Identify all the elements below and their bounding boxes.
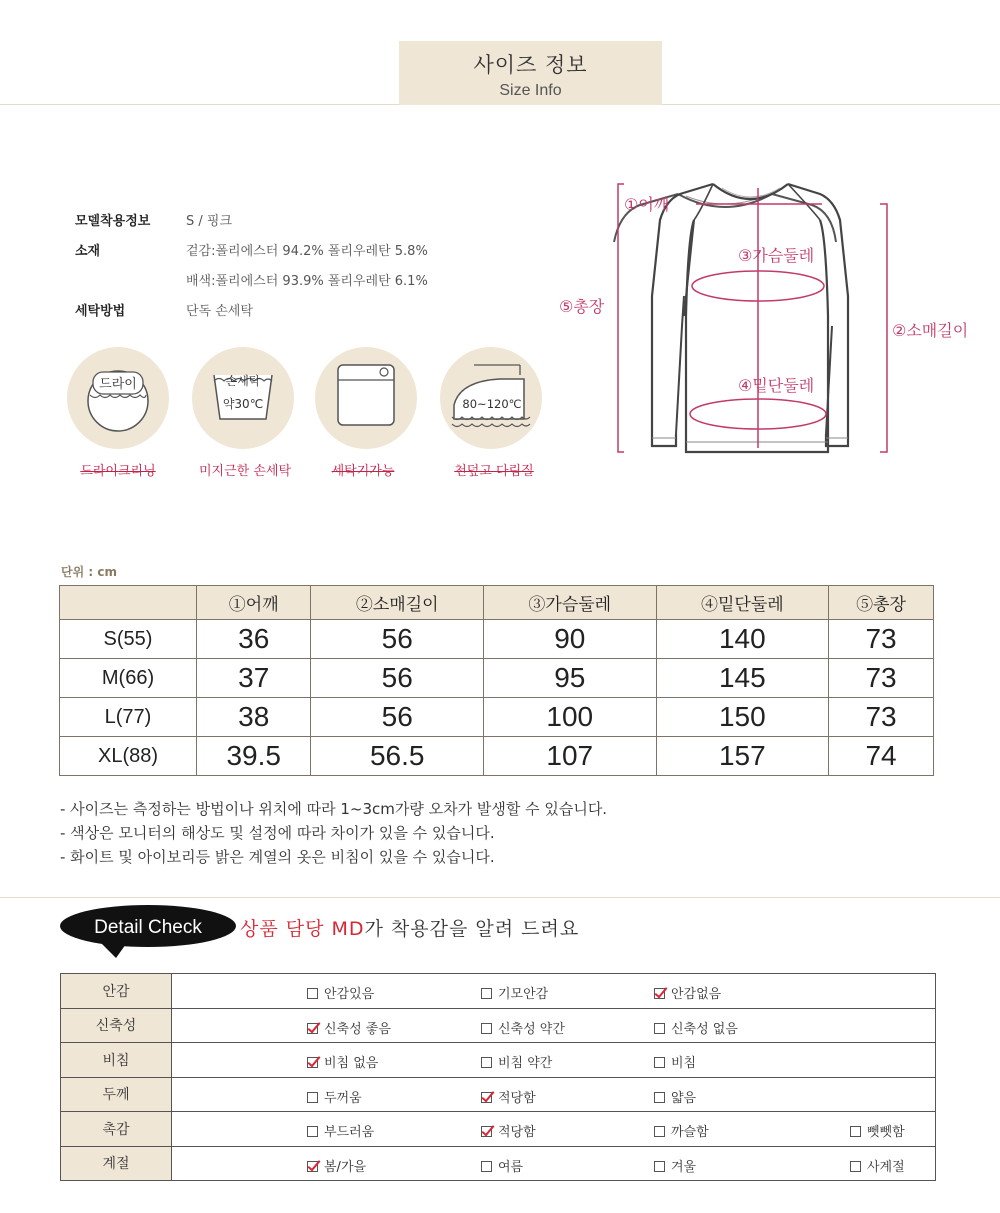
note-item: - 색상은 모니터의 해상도 및 설정에 따라 차이가 있을 수 있습니다. — [60, 824, 495, 842]
checked-checkbox-icon[interactable] — [481, 1092, 492, 1103]
iron-icon — [440, 347, 542, 449]
info-key: 모델착용정보 — [75, 214, 151, 229]
options-cell — [172, 974, 936, 1009]
option[interactable] — [481, 1018, 565, 1037]
row-label: 비침 — [61, 1043, 172, 1078]
detail-check-table — [60, 973, 936, 1181]
row-label: 계절 — [61, 1146, 172, 1181]
row-label: 신축성 — [61, 1008, 172, 1043]
washing-machine-icon — [315, 347, 417, 449]
header-hem: ④밑단둘레 — [656, 586, 829, 620]
size-label: L(77) — [60, 698, 197, 737]
options-cell — [172, 1043, 936, 1078]
checkbox-icon[interactable] — [481, 1023, 492, 1034]
header-length: ⑤총장 — [829, 586, 934, 620]
table-row — [61, 1112, 936, 1147]
option[interactable] — [307, 1156, 366, 1175]
cell: 100 — [483, 698, 656, 737]
option[interactable] — [307, 1052, 378, 1071]
options-cell — [172, 1146, 936, 1181]
table-row — [61, 1043, 936, 1078]
detail-check-badge-text: Detail Check — [94, 917, 202, 938]
checkbox-icon[interactable] — [654, 1057, 665, 1068]
cell: 73 — [829, 620, 934, 659]
option-label: 신축성 좋음 — [324, 1021, 391, 1037]
cell: 36 — [197, 620, 311, 659]
header-shoulder: ①어깨 — [197, 586, 311, 620]
checked-checkbox-icon[interactable] — [307, 1057, 318, 1068]
iron-temp: 80~120℃ — [462, 397, 522, 411]
option-label: 봄/가을 — [324, 1159, 367, 1175]
info-value: 배색:폴리에스터 93.9% 폴리우레탄 6.1% — [186, 274, 428, 289]
cell: 90 — [483, 620, 656, 659]
detail-check-title — [240, 914, 579, 941]
table-row — [61, 1008, 936, 1043]
info-key: 세탁방법 — [75, 304, 126, 319]
size-label: S(55) — [60, 620, 197, 659]
option-label: 기모안감 — [498, 987, 549, 1002]
row-label: 두께 — [61, 1077, 172, 1112]
option-label: 비침 약간 — [498, 1056, 553, 1071]
table-row — [61, 974, 936, 1009]
option-label: 신축성 약간 — [498, 1021, 565, 1037]
option-label: 안감없음 — [671, 987, 722, 1002]
table-row — [60, 698, 934, 737]
note-item: - 사이즈는 측정하는 방법이나 위치에 따라 1~3cm가량 오차가 발생할 수 있습니다. — [60, 800, 608, 818]
unit-label: 단위 : cm — [61, 565, 117, 579]
info-key: 소재 — [75, 244, 101, 259]
cell: 140 — [656, 620, 829, 659]
option[interactable] — [654, 1121, 709, 1140]
cell: 73 — [829, 659, 934, 698]
cell: 56 — [311, 620, 484, 659]
options-cell — [172, 1008, 936, 1043]
detail-check-badge — [60, 904, 240, 958]
option-label: 부드러움 — [324, 1125, 375, 1140]
option[interactable] — [481, 1052, 552, 1071]
row-label: 촉감 — [61, 1112, 172, 1147]
checked-checkbox-icon[interactable] — [481, 1126, 492, 1137]
option-label: 까슬함 — [671, 1125, 709, 1140]
hand-wash-icon — [192, 347, 294, 449]
label-chest: ③가슴둘레 — [738, 246, 815, 265]
measure-brackets — [610, 180, 900, 460]
cell: 157 — [656, 737, 829, 776]
cell: 37 — [197, 659, 311, 698]
header-chest: ③가슴둘레 — [483, 586, 656, 620]
checkbox-icon[interactable] — [850, 1161, 861, 1172]
section-header — [399, 41, 662, 105]
cell: 73 — [829, 698, 934, 737]
hand-wash-text: 손세탁 — [225, 374, 261, 388]
option-label: 적당함 — [498, 1090, 536, 1106]
cell: 39.5 — [197, 737, 311, 776]
dry-clean-text: 드라이 — [99, 377, 137, 392]
care-caption-dry: 드라이크리닝 — [80, 464, 156, 479]
header-corner — [60, 586, 197, 620]
cell: 95 — [483, 659, 656, 698]
hand-wash-temp: 약30℃ — [222, 397, 264, 411]
option[interactable] — [850, 1121, 905, 1140]
table-row — [61, 1077, 936, 1112]
checkbox-icon[interactable] — [654, 1161, 665, 1172]
options-cell — [172, 1077, 936, 1112]
option-label: 여름 — [498, 1159, 524, 1175]
option-label: 비침 — [671, 1056, 697, 1071]
care-caption-machine: 세탁기가능 — [331, 464, 395, 479]
checkbox-icon[interactable] — [481, 988, 492, 999]
option[interactable] — [481, 983, 548, 1002]
checked-checkbox-icon[interactable] — [307, 1023, 318, 1034]
option[interactable] — [850, 1156, 905, 1175]
option-label: 안감있음 — [324, 987, 375, 1002]
table-row — [60, 659, 934, 698]
table-row — [60, 620, 934, 659]
option[interactable] — [654, 1018, 738, 1037]
option[interactable] — [307, 1121, 374, 1140]
option[interactable] — [481, 1121, 536, 1140]
info-value: S / 핑크 — [186, 214, 233, 229]
checkbox-icon[interactable] — [307, 1126, 318, 1137]
checkbox-icon[interactable] — [481, 1057, 492, 1068]
table-row — [61, 1146, 936, 1181]
cell: 56 — [311, 659, 484, 698]
row-label: 안감 — [61, 974, 172, 1009]
option-label: 얇음 — [671, 1090, 697, 1106]
cell: 74 — [829, 737, 934, 776]
care-caption-handwash: 미지근한 손세탁 — [198, 464, 292, 479]
checkbox-icon[interactable] — [654, 1126, 665, 1137]
size-table — [59, 585, 934, 776]
cell: 145 — [656, 659, 829, 698]
checkbox-icon[interactable] — [307, 1092, 318, 1103]
option-label: 뻿뻿함 — [867, 1125, 905, 1140]
option[interactable] — [481, 1156, 523, 1175]
label-sleeve: ②소매길이 — [892, 321, 969, 340]
option[interactable] — [307, 983, 374, 1002]
detail-check-title-rest: 가 착용감을 알려 드려요 — [364, 918, 580, 940]
cell: 150 — [656, 698, 829, 737]
size-label: M(66) — [60, 659, 197, 698]
option[interactable] — [654, 1156, 696, 1175]
option[interactable] — [654, 1052, 696, 1071]
option-label: 겨울 — [671, 1159, 697, 1175]
info-value: 단독 손세탁 — [186, 304, 253, 319]
option-label: 사계절 — [867, 1159, 905, 1175]
cell: 107 — [483, 737, 656, 776]
checkbox-icon[interactable] — [654, 1023, 665, 1034]
option-label: 신축성 없음 — [671, 1021, 738, 1037]
checkbox-icon[interactable] — [850, 1126, 861, 1137]
table-row — [60, 737, 934, 776]
option-label: 두꺼움 — [324, 1090, 362, 1106]
size-label: XL(88) — [60, 737, 197, 776]
cell: 38 — [197, 698, 311, 737]
header-sleeve: ②소매길이 — [311, 586, 484, 620]
option[interactable] — [307, 1018, 391, 1037]
label-shoulder: ①어깨 — [624, 195, 670, 214]
option[interactable] — [654, 983, 721, 1002]
option[interactable] — [481, 1087, 536, 1106]
size-notes — [60, 797, 607, 869]
cell: 56 — [311, 698, 484, 737]
section-divider — [0, 897, 1000, 898]
page-subtitle: Size Info — [499, 82, 562, 99]
checked-checkbox-icon[interactable] — [654, 988, 665, 999]
page-title: 사이즈 정보 — [473, 53, 588, 77]
info-value: 겉감:폴리에스터 94.2% 폴리우레탄 5.8% — [186, 244, 428, 259]
option[interactable] — [307, 1087, 362, 1106]
note-item: - 화이트 및 아이보리등 밝은 계열의 옷은 비침이 있을 수 있습니다. — [60, 848, 495, 866]
checked-checkbox-icon[interactable] — [307, 1161, 318, 1172]
care-caption-iron: 천덮고 다림질 — [454, 464, 534, 479]
label-length: ⑤총장 — [559, 297, 605, 316]
md-highlight: 상품 담당 MD — [240, 918, 365, 940]
option-label: 비침 없음 — [324, 1056, 379, 1071]
option-label: 적당함 — [498, 1125, 536, 1140]
option[interactable] — [654, 1087, 696, 1106]
checkbox-icon[interactable] — [654, 1092, 665, 1103]
label-hem: ④밑단둘레 — [738, 376, 815, 395]
checkbox-icon[interactable] — [481, 1161, 492, 1172]
checkbox-icon[interactable] — [307, 988, 318, 999]
dry-clean-icon — [67, 347, 169, 449]
cell: 56.5 — [311, 737, 484, 776]
options-cell — [172, 1112, 936, 1147]
size-table-header — [60, 586, 934, 620]
